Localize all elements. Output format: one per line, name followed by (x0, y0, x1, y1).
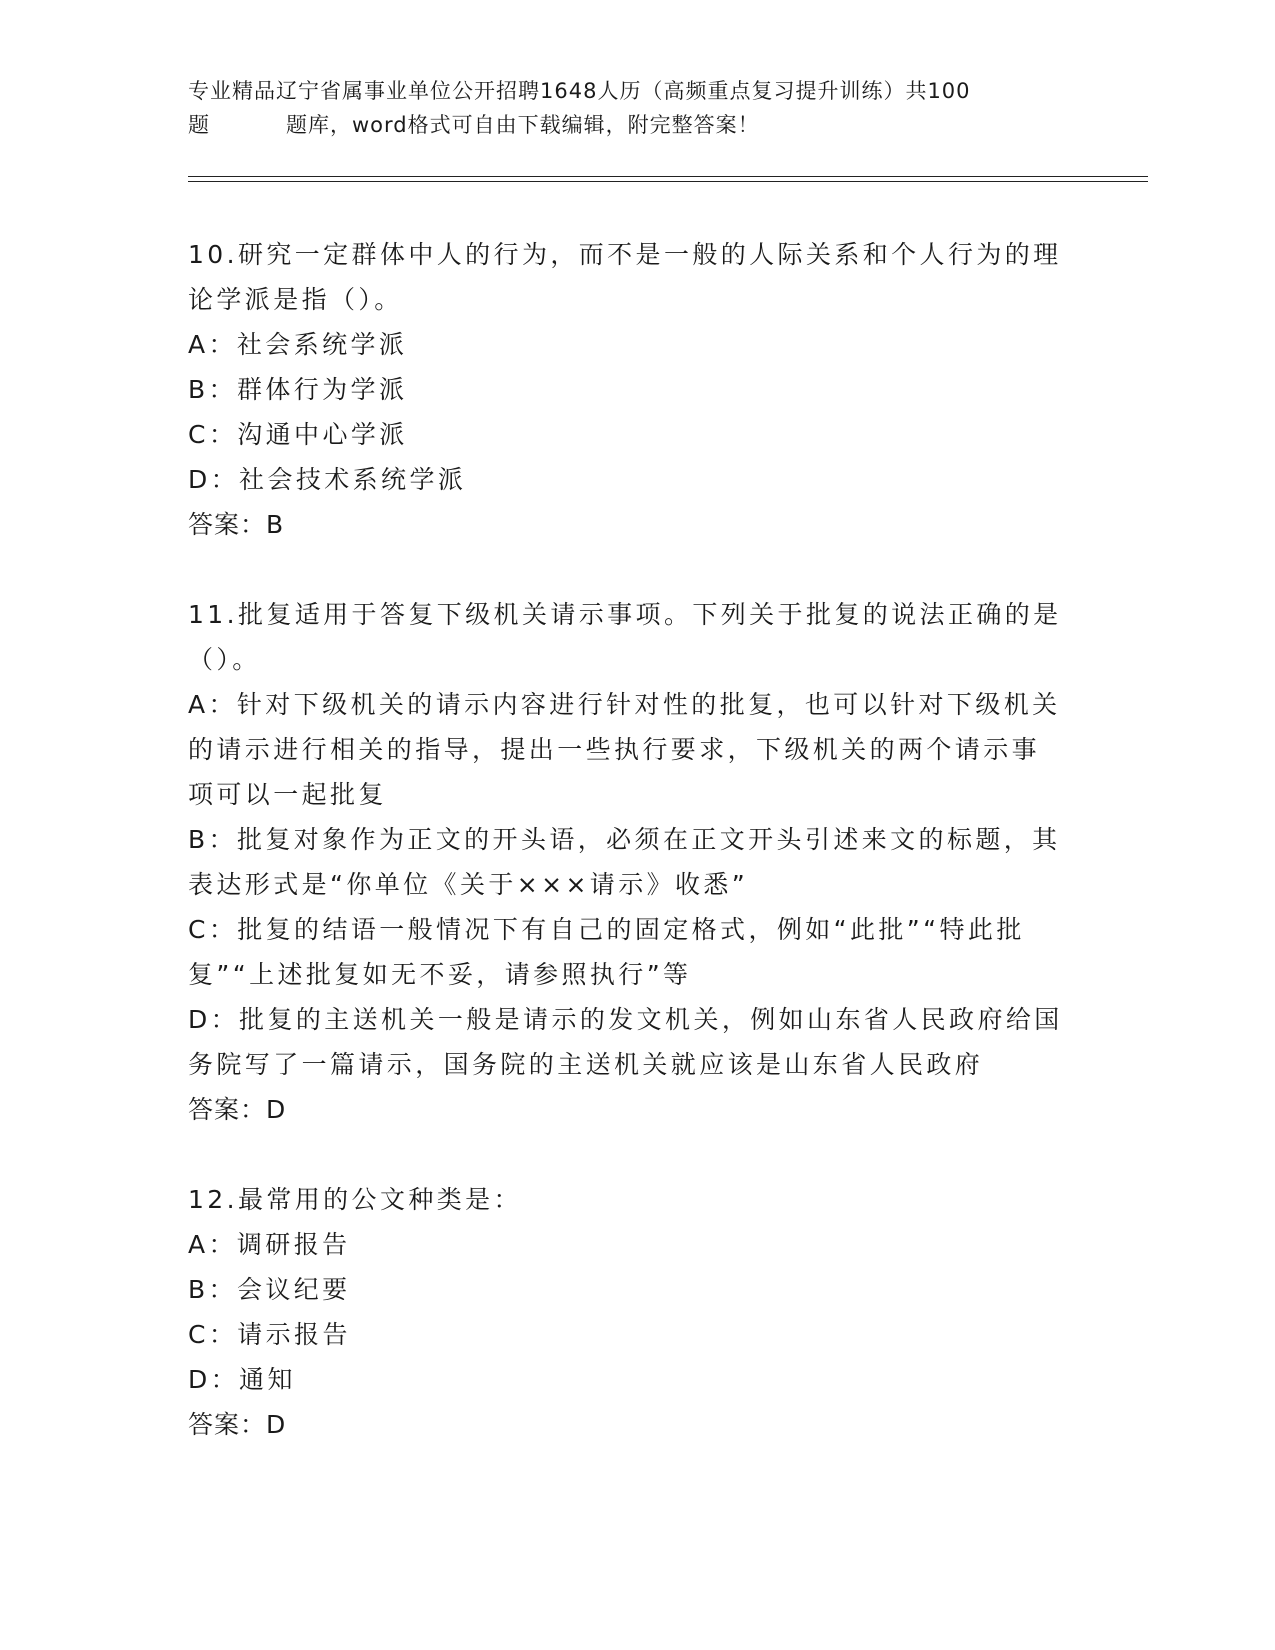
question-stem: 10.研究一定群体中人的行为，而不是一般的人际关系和个人行为的理论学派是指（）。 (188, 240, 1062, 314)
option-b: B：群体行为学派 (188, 375, 408, 404)
option-c: C：批复的结语一般情况下有自己的固定格式，例如“此批”“特此批复”“上述批复如无不妥，请参照执行”等 (188, 915, 1025, 989)
header-line-2-lead: 题 (188, 113, 210, 137)
answer-line: 答案：B (188, 510, 285, 539)
option-a: A：社会系统学派 (188, 330, 408, 359)
option-a: A：针对下级机关的请示内容进行针对性的批复，也可以针对下级机关的请示进行相关的指导，提出一些执行要求，下级机关的两个请示事项可以一起批复 (188, 690, 1061, 809)
option-c: C：沟通中心学派 (188, 420, 408, 449)
answer-line: 答案：D (188, 1410, 287, 1439)
header-divider-bottom (188, 181, 1148, 182)
option-d: D：社会技术系统学派 (188, 465, 467, 494)
question-12 (188, 1177, 1068, 1447)
option-b: B：批复对象作为正文的开头语，必须在正文开头引述来文的标题，其表达形式是“你单位《关于×××请示》收悉” (188, 825, 1061, 899)
question-10 (188, 232, 1068, 547)
header-divider-top (188, 176, 1148, 177)
header-line-2-text: 题库，word格式可自由下载编辑，附完整答案！ (286, 113, 760, 137)
option-b: B：会议纪要 (188, 1275, 351, 1304)
question-list (188, 232, 1068, 1447)
question-stem: 12.最常用的公文种类是： (188, 1185, 522, 1214)
option-d: D：批复的主送机关一般是请示的发文机关，例如山东省人民政府给国务院写了一篇请示，国务院的主送机关就应该是山东省人民政府 (188, 1005, 1063, 1079)
header-title-line-2 (188, 108, 1068, 142)
option-d: D：通知 (188, 1365, 296, 1394)
header-title-line-1: 专业精品辽宁省属事业单位公开招聘1648人历（高频重点复习提升训练）共100 (188, 79, 971, 103)
question-stem: 11.批复适用于答复下级机关请示事项。下列关于批复的说法正确的是（）。 (188, 600, 1062, 674)
option-a: A：调研报告 (188, 1230, 351, 1259)
question-11 (188, 592, 1068, 1132)
document-header (188, 74, 1068, 142)
option-c: C：请示报告 (188, 1320, 351, 1349)
answer-line: 答案：D (188, 1095, 287, 1124)
